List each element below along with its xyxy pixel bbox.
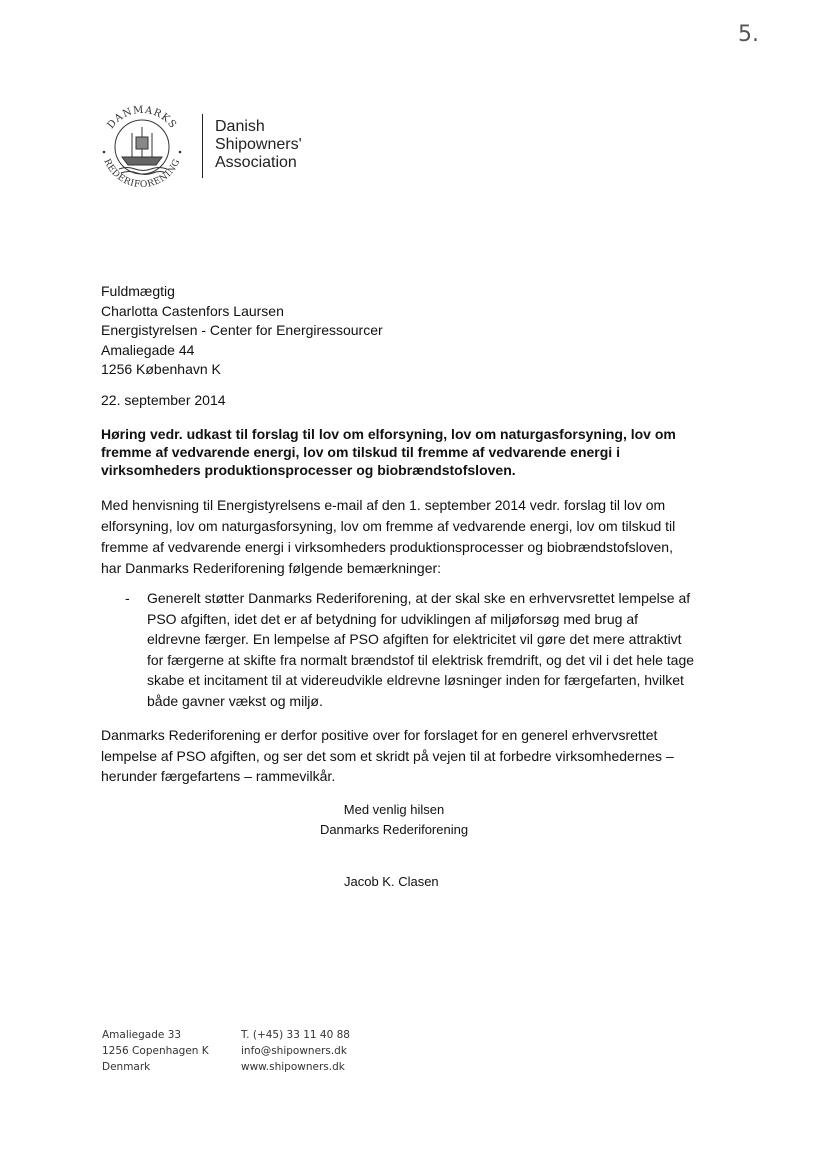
footer-address-line: Denmark	[102, 1061, 151, 1073]
bullet-marker: -	[125, 590, 130, 606]
recipient-street: Amaliegade 44	[101, 341, 195, 358]
letter-date: 22. september 2014	[101, 392, 226, 408]
org-line: Shipowners'	[215, 136, 302, 153]
recipient-name: Charlotta Castenfors Laursen	[101, 302, 284, 319]
page-number: 5.	[738, 22, 759, 47]
recipient-address	[101, 282, 383, 380]
recipient-title: Fuldmægtig	[101, 283, 175, 299]
signer-name: Jacob K. Clasen	[344, 874, 439, 889]
org-line: Danish	[215, 118, 265, 135]
organisation-name	[215, 118, 302, 172]
bullet-text: Generelt støtter Danmarks Rederiforening, at der skal ske en erhvervsrettet lempelse af PSO afgiften, idet det er af betydning for udviklingen af miljøforsøg med brug af eldrevne færger. En lempelse af PSO afgiften for elektricitet vil gøre det mere attraktivt for færgerne at skifte fra normalt brændstof til elektrisk fremdrift, og det vil i det hele tage skabe et incitament til at videreudvikle eldrevne løsninger inden for færgefarten, hvilket både gavner vækst og miljø.	[147, 590, 695, 709]
association-seal-logo	[92, 97, 192, 197]
recipient-city: 1256 København K	[101, 361, 221, 377]
footer-website: www.shipowners.dk	[241, 1061, 345, 1073]
footer-address-line: 1256 Copenhagen K	[102, 1045, 209, 1057]
footer-address-line: Amaliegade 33	[102, 1029, 182, 1041]
logo-divider	[202, 114, 203, 178]
recipient-organisation: Energistyrelsen - Center for Energiressourcer	[101, 322, 383, 338]
closing-greeting: Med venlig hilsen	[343, 802, 445, 817]
org-line: Association	[215, 154, 297, 171]
seal-text-bottom: REDERIFORENING	[101, 157, 183, 191]
footer-email: info@shipowners.dk	[241, 1045, 347, 1057]
footer-phone: T. (+45) 33 11 40 88	[241, 1029, 350, 1041]
closing-organisation: Danmarks Rederiforening	[319, 822, 469, 837]
closing-block	[0, 800, 808, 840]
ship-icon	[119, 127, 167, 175]
body-paragraph-1: Med henvisning til Energistyrelsens e-mail af den 1. september 2014 vedr. forslag til lov om elforsyning, lov om naturgasforsyning, lov om fremme af vedvarende energi, lov om tilskud til fremme af vedvarende energi i virksomheders produktionsprocesser og biobrændstofsloven, har Danmarks Rederiforening følgende bemærkninger:	[101, 497, 676, 576]
footer-contact	[241, 1027, 350, 1075]
letter-subject: Høring vedr. udkast til forslag til lov om elforsyning, lov om naturgasforsyning, lov om fremme af vedvarende energi, lov om tilskud til fremme af vedvarende energi i virksomheders produktionsprocesser og biobrændstofsloven.	[101, 426, 676, 478]
bullet-point	[125, 588, 695, 711]
seal-text-top: DANMARKS	[105, 104, 179, 132]
footer-address	[102, 1027, 209, 1075]
body-paragraph-2: Danmarks Rederiforening er derfor positive over for forslaget for en generel erhvervsrettet lempelse af PSO afgiften, og ser det som et skridt på vejen til at forbedre virksomhedernes – herunder færgefartens – rammevilkår.	[101, 727, 674, 784]
